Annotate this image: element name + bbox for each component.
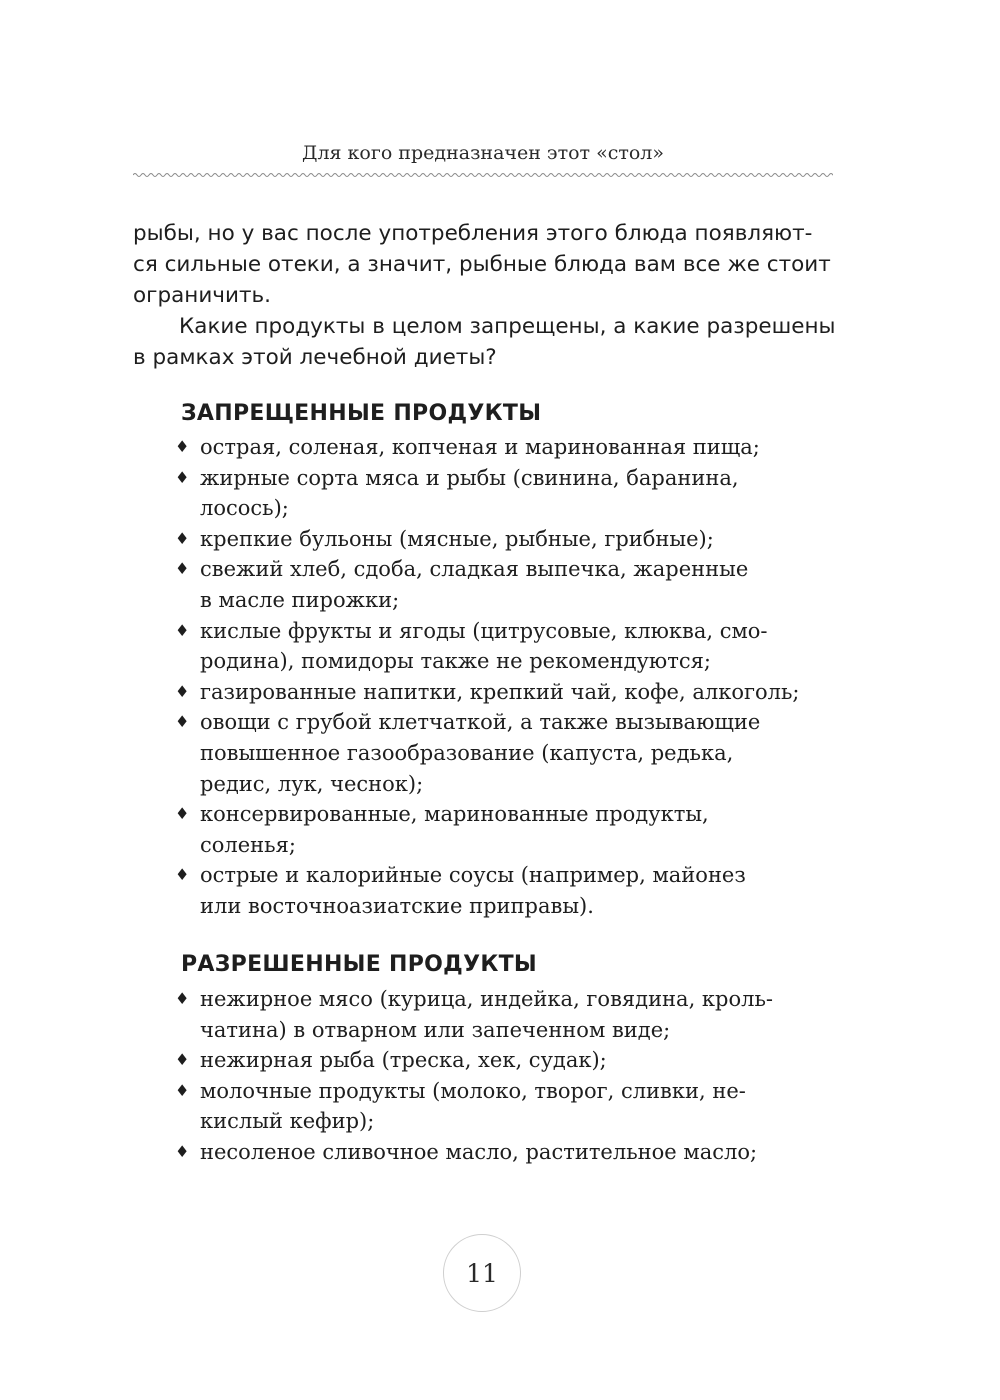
list-item-text: соленья;: [200, 832, 296, 857]
list-item: [175, 1076, 855, 1137]
list-item-text: в масле пирожки;: [200, 587, 400, 612]
list-item: [175, 799, 855, 860]
list-item-text: родина), помидоры также не рекомендуются;: [200, 649, 711, 674]
intro-line: рыбы, но у вас после употребления этого блюда появляют-: [133, 221, 813, 246]
list-item-text: острая, соленая, копченая и маринованная пища;: [200, 435, 760, 459]
list-item: [175, 1045, 855, 1076]
diamond-bullet-icon: ♦: [175, 1050, 190, 1070]
list-item-text: нежирная рыба (треска, хек, судак);: [200, 1048, 607, 1073]
wavy-divider: [133, 170, 833, 180]
allowed-list: [175, 984, 855, 1168]
page-number-text: 11: [466, 1258, 498, 1288]
list-item-text: редис, лук, чеснок);: [200, 771, 424, 796]
diamond-bullet-icon: ♦: [175, 681, 190, 701]
list-item: [175, 616, 855, 677]
list-item: [175, 677, 855, 708]
list-item-text: кислый кефир);: [200, 1109, 375, 1134]
intro-question-line: в рамках этой лечебной диеты?: [133, 345, 497, 370]
forbidden-title: ЗАПРЕЩЕННЫЕ ПРОДУКТЫ: [181, 401, 542, 426]
list-item-text: повышенное газообразование (капуста, редька,: [200, 740, 734, 765]
diamond-bullet-icon: ♦: [175, 559, 190, 579]
list-item-text: чатина) в отварном или запеченном виде;: [200, 1017, 671, 1042]
intro-question-line: Какие продукты в целом запрещены, а какие разрешены: [179, 314, 836, 339]
list-item: [175, 524, 855, 555]
diamond-bullet-icon: ♦: [175, 528, 190, 548]
list-item-text: жирные сорта мяса и рыбы (свинина, баранина,: [200, 465, 739, 490]
list-item-text: нежирное мясо (курица, индейка, говядина, кроль-: [200, 987, 774, 1011]
list-item-text: кислые фрукты и ягоды (цитрусовые, клюква, смо-: [200, 618, 768, 643]
intro-line: ся сильные отеки, а значит, рыбные блюда вам все же стоит: [133, 252, 831, 277]
running-head: Для кого предназначен этот «стол»: [302, 142, 664, 164]
list-item-text: свежий хлеб, сдоба, сладкая выпечка, жаренные: [200, 557, 749, 582]
list-item: [175, 554, 855, 615]
page-number: [443, 1234, 521, 1312]
diamond-bullet-icon: ♦: [175, 437, 190, 456]
intro-line: ограничить.: [133, 283, 272, 308]
list-item-text: несоленое сливочное масло, растительное масло;: [200, 1139, 758, 1164]
list-item: [175, 463, 855, 524]
list-item-text: консервированные, маринованные продукты,: [200, 802, 709, 827]
diamond-bullet-icon: ♦: [175, 467, 190, 487]
allowed-title: РАЗРЕШЕННЫЕ ПРОДУКТЫ: [181, 952, 538, 977]
intro-text: [133, 218, 853, 373]
list-item-text: острые и калорийные соусы (например, майонез: [200, 863, 746, 888]
list-item: [175, 1137, 855, 1168]
diamond-bullet-icon: ♦: [175, 712, 190, 732]
diamond-bullet-icon: ♦: [175, 1141, 190, 1161]
list-item-text: молочные продукты (молоко, творог, сливки, не-: [200, 1078, 746, 1103]
list-item-text: газированные напитки, крепкий чай, кофе, алкоголь;: [200, 679, 800, 704]
list-item: [175, 707, 855, 799]
diamond-bullet-icon: ♦: [175, 865, 190, 885]
list-item-text: крепкие бульоны (мясные, рыбные, грибные);: [200, 526, 714, 551]
diamond-bullet-icon: ♦: [175, 1080, 190, 1100]
list-item: [175, 984, 855, 1045]
diamond-bullet-icon: ♦: [175, 620, 190, 640]
diamond-bullet-icon: ♦: [175, 804, 190, 824]
list-item-text: овощи с грубой клетчаткой, а также вызывающие: [200, 710, 761, 735]
list-item-text: лосось);: [200, 496, 289, 521]
forbidden-list: [175, 432, 855, 922]
list-item: [175, 860, 855, 921]
diamond-bullet-icon: ♦: [175, 989, 190, 1008]
list-item-text: или восточноазиатские приправы).: [200, 893, 594, 918]
list-item: [175, 432, 855, 463]
